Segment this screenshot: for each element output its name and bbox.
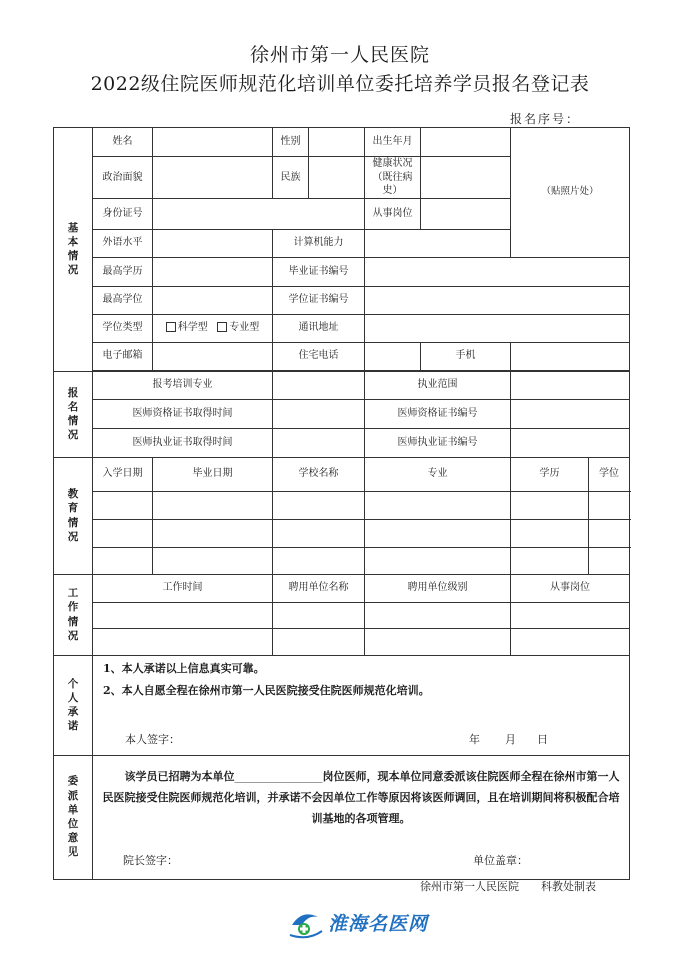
work-header-level: 聘用单位级别 [365,574,511,602]
field-qual-no[interactable] [511,399,630,428]
label-prac-time: 医师执业证书取得时间 [93,428,273,457]
option-science-label: 科学型 [177,322,208,334]
field-home-tel[interactable] [365,342,421,370]
field-major[interactable] [273,371,365,399]
label-qual-no: 医师资格证书编号 [365,399,511,428]
edu-header-level: 学历 [511,457,589,491]
checkbox-professional[interactable] [217,322,227,332]
label-post: 从事岗位 [365,198,421,229]
field-address[interactable] [365,314,630,342]
serial-number-label: 报名序号： [510,112,581,126]
section-enroll: 报名情况 [54,371,93,457]
work-row [54,602,630,628]
label-id-card: 身份证号 [93,198,153,229]
work-header-time: 工作时间 [93,574,273,602]
pledge-cell [93,655,630,755]
pledge-month: 月 [505,732,516,746]
section-unit: 委派单位意见 [54,755,93,879]
site-logo [288,905,428,941]
label-degree-cert: 学位证书编号 [273,286,365,314]
label-health: 健康状况 （既往病史） [365,157,421,199]
checkbox-science[interactable] [166,322,176,332]
field-name[interactable] [153,128,273,157]
field-gender[interactable] [309,128,365,157]
field-id-card[interactable] [153,198,365,229]
registration-form [53,127,630,880]
label-prac-no: 医师执业证书编号 [365,428,511,457]
pledge-item-2: 2、本人自愿全程在徐州市第一人民医院接受住院医师规范化培训。 [103,683,430,697]
pledge-day: 日 [537,732,548,746]
label-qual-time: 医师资格证书取得时间 [93,399,273,428]
label-grad-cert: 毕业证书编号 [273,257,365,286]
label-computer: 计算机能力 [273,229,365,257]
section-pledge: 个人承诺 [54,655,93,755]
label-ethnic: 民族 [273,157,309,199]
label-mobile: 手机 [421,342,511,370]
pledge-item-1: 1、本人承诺以上信息真实可靠。 [103,661,265,675]
section-basic: 基本情况 [54,128,93,372]
label-gender: 性别 [273,128,309,157]
label-name: 姓名 [93,128,153,157]
field-qual-time[interactable] [273,399,365,428]
field-email[interactable] [153,342,273,370]
pledge-year: 年 [469,732,480,746]
option-professional-label: 专业型 [229,322,260,334]
field-prac-time[interactable] [273,428,365,457]
field-birth[interactable] [421,128,511,157]
work-header-post: 从事岗位 [511,574,630,602]
unit-seal-label: 单位盖章： [473,853,528,867]
label-political: 政治面貌 [93,157,153,199]
field-prac-no[interactable] [511,428,630,457]
edu-header-end: 毕业日期 [153,457,273,491]
label-degree-high: 最高学位 [93,286,153,314]
field-health[interactable] [421,157,511,199]
field-ethnic[interactable] [309,157,365,199]
field-edu-high[interactable] [153,257,273,286]
label-edu-high: 最高学历 [93,257,153,286]
field-degree-high[interactable] [153,286,273,314]
edu-row [54,519,630,547]
edu-row [54,491,630,519]
label-major: 报考培训专业 [93,371,273,399]
footer-credit: 徐州市第一人民医院 科教处制表 [420,880,596,893]
label-birth: 出生年月 [365,128,421,157]
edu-header-major: 专业 [365,457,511,491]
title-form: 2022级住院医师规范化培训单位委托培养学员报名登记表 [90,73,590,95]
label-email: 电子邮箱 [93,342,153,370]
field-post[interactable] [421,198,511,229]
unit-opinion-text: 该学员已招聘为本单位________________岗位医师，现本单位同意委派该住院医师全程在徐州市第一人民医院接受住院医师规范化培训，并承诺不会因单位工作等原因将该医师调回，且在培训期间将积极配合培训基地的各项管理。 [102,769,620,825]
field-grad-cert[interactable] [365,257,630,286]
field-scope[interactable] [511,371,630,399]
unit-opinion-cell [93,755,630,879]
label-foreign: 外语水平 [93,229,153,257]
pledge-sign-label: 本人签字： [125,732,180,746]
label-home-tel: 住宅电话 [273,342,365,370]
logo-text: 淮海名医网 [328,913,429,935]
title-hospital: 徐州市第一人民医院 [249,44,430,66]
field-mobile[interactable] [511,342,630,370]
dean-sign-label: 院长签字： [123,853,178,867]
field-foreign[interactable] [153,229,273,257]
label-scope: 执业范围 [365,371,511,399]
edu-header-start: 入学日期 [93,457,153,491]
field-computer[interactable] [365,229,511,257]
section-edu: 教育情况 [54,457,93,574]
label-degree-type: 学位类型 [93,314,153,342]
field-political[interactable] [153,157,273,199]
degree-type-options [153,314,273,342]
section-work: 工作情况 [54,574,93,655]
label-address: 通讯地址 [273,314,365,342]
work-row [54,628,630,655]
photo-area[interactable]: （贴照片处） [511,128,630,258]
edu-header-school: 学校名称 [273,457,365,491]
field-degree-cert[interactable] [365,286,630,314]
edu-header-degree: 学位 [589,457,630,491]
work-header-unit: 聘用单位名称 [273,574,365,602]
edu-row [54,547,630,574]
